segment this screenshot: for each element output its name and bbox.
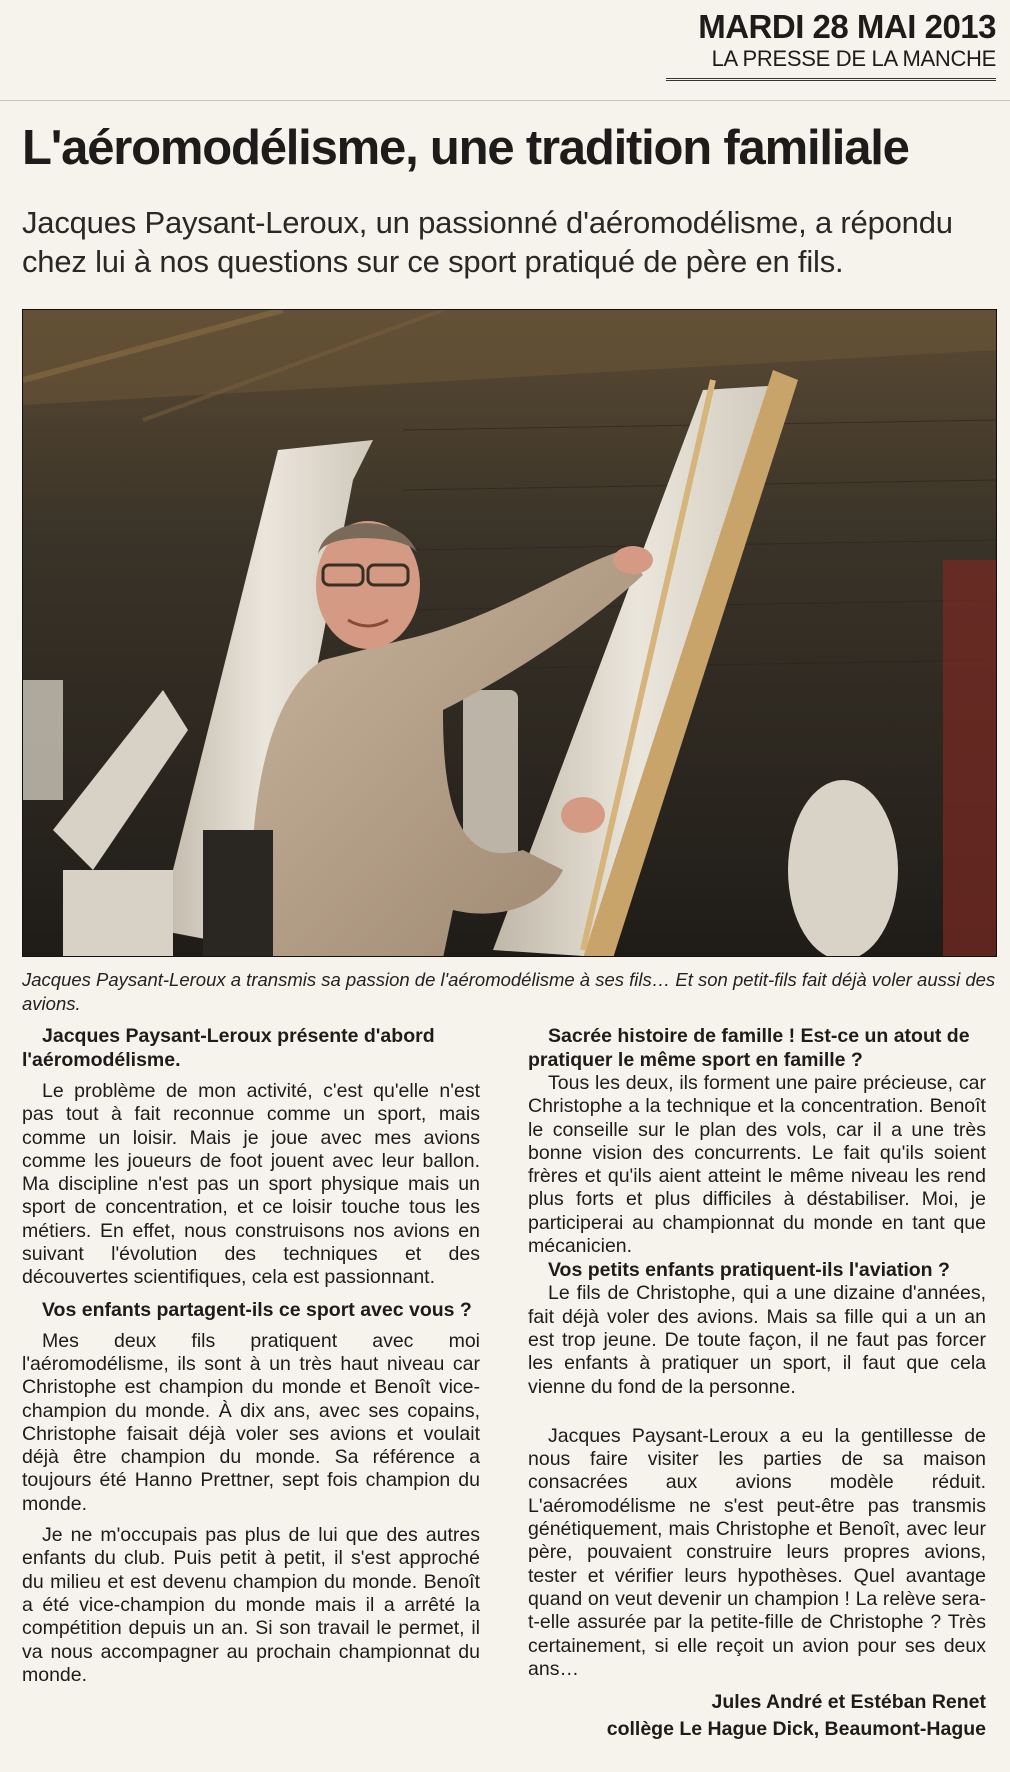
author-names: Jules André et Estéban Renet [711,1691,986,1714]
question-2: Vos enfants partagent-ils ce sport avec vous ? [42,1298,472,1321]
question-1: Jacques Paysant-Leroux présente d'abord l'aéromodélisme. [22,1025,435,1071]
answer-2-part-2: Je ne m'occupais pas plus de lui que des autres enfants du club. Puis petit à petit, il s'est approché du milieu et est devenu champion du monde. Benoît a été vice-champion du monde mais il a arrêté la compétition depuis un an. Si son travail le permet, il va nous accompagner au prochain championnat du monde. [22,1524,480,1686]
answer-4: Le fils de Christophe, qui a une dizaine d'années, fait déjà voler des avions. Mais sa fille qui a un an est trop jeune. De toute façon, il ne faut pas forcer les enfants à pratiquer un sport, il faut que cela vienne du fond de la personne. [528,1282,986,1398]
question-4: Vos petits enfants pratiquent-ils l'aviation ? [548,1259,950,1282]
article-conclusion: Jacques Paysant-Leroux a eu la gentillesse de nous faire visiter les parties de sa maison consacrées aux avions modèle réduit. L'aéromodélisme ne s'est peut-être pas transmis génétiquement, mais Christophe et Benoît, avec leur père, pouvaient construire leurs propres avions, tester et vérifier leurs hypothèses. Quel avantage quand on veut devenir un champion ! La relève sera-t-elle assurée par la petite-fille de Christophe ? Très certainement, si elle reçoit un avion pour ses deux ans… [528,1424,986,1680]
masthead [666,8,996,81]
header-divider [0,100,1010,101]
answer-1: Le problème de mon activité, c'est qu'elle n'est pas tout à fait reconnue comme un sport, mais comme un loisir. Mais je joue avec mes avions comme les joueurs de foot jouent avec leur ballon. Ma discipline n'est pas un sport physique mais un sport de concentration, et ce loisir touche tous les métiers. En effet, nous construisons nos avions en suivant l'évolution des techniques et des découvertes scientifiques, cela est passionnant. [22,1080,480,1289]
photo-illustration [23,310,997,957]
article-column-right [528,1024,986,1743]
article-column-left [22,1024,480,1687]
answer-3: Tous les deux, ils forment une paire précieuse, car Christophe a la technique et la concentration. Benoît le conseille sur le plan des vols, car il a une très bonne vision des concurrents. Le fait qu'ils soient frères et qu'ils aient atteint le même niveau les rend plus forts et plus difficiles à déstabiliser. Moi, je participerai au championnat du monde en tant que mécanicien. [528,1072,986,1258]
answer-2-part-1: Mes deux fils pratiquent avec moi l'aéromodélisme, ils sont à un très haut niveau car Christophe est champion du monde et Benoît vice-champion du monde. À dix ans, avec ses copains, Christophe faisait déjà voler ses avions et voulait déjà être champion du monde. Sa référence a toujours été Hanno Prettner, sept fois champion du monde. [22,1329,480,1515]
newspaper-name: LA PRESSE DE LA MANCHE [711,46,996,71]
article-headline: L'aéromodélisme, une tradition familiale [22,121,909,175]
photo-caption: Jacques Paysant-Leroux a transmis sa passion de l'aéromodélisme à ses fils… Et son petit-fils fait déjà voler aussi des avions. [22,969,996,1014]
author-school: collège Le Hague Dick, Beaumont-Hague [606,1718,986,1741]
article-lead: Jacques Paysant-Leroux, un passionné d'aéromodélisme, a répondu chez lui à nos questions sur ce sport pratiqué de père en fils. [22,205,953,279]
issue-date: MARDI 28 MAI 2013 [698,8,996,45]
article-photo [22,309,997,957]
question-3: Sacrée histoire de famille ! Est-ce un atout de pratiquer le même sport en famille ? [528,1025,970,1071]
